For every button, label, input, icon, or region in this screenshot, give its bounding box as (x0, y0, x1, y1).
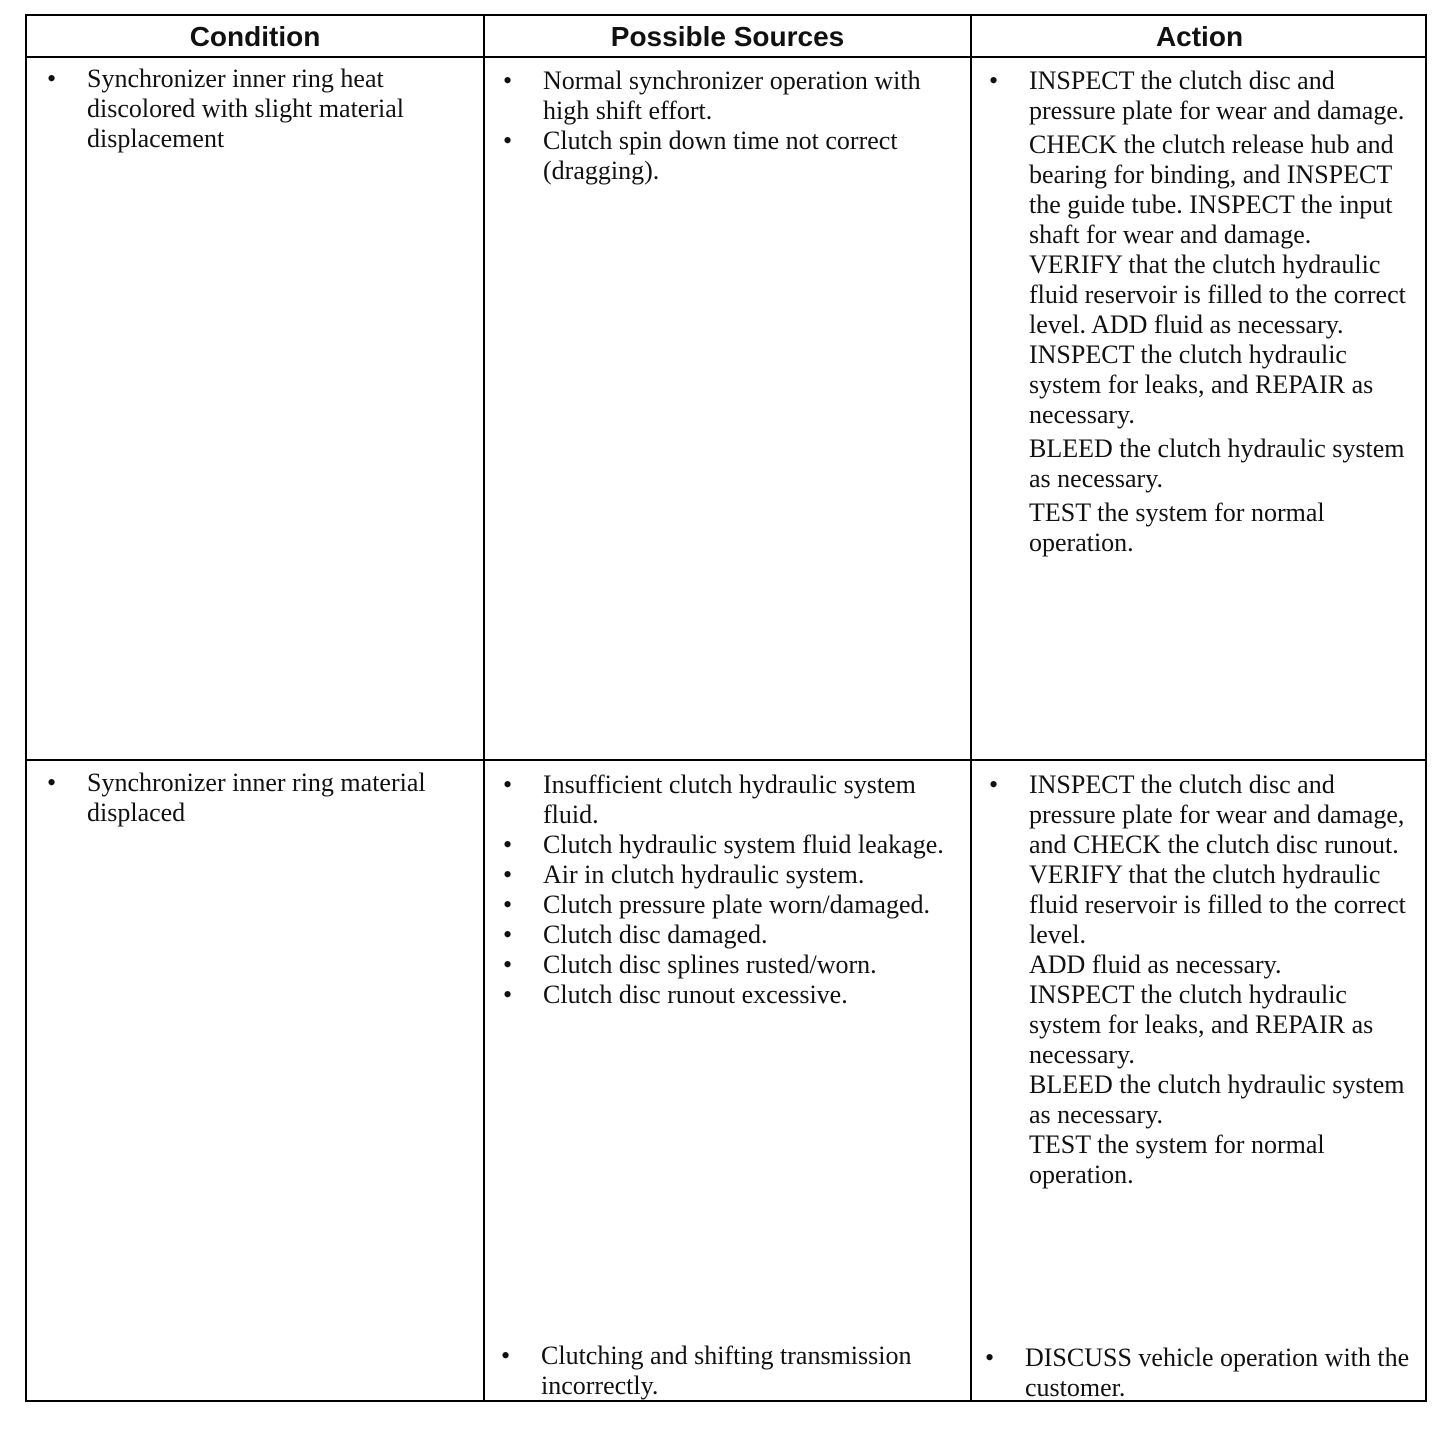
row2-extra-source-cell (489, 1341, 959, 1401)
source-item (491, 890, 961, 920)
row-divider (27, 759, 1427, 761)
bullet: • (47, 768, 57, 797)
row2-sources-cell (491, 770, 961, 1010)
action-step: CHECK the clutch release hub and bearing for binding, and INSPECT the guide tube. INSPECT the input shaft for wear and damage. (1029, 130, 1394, 249)
action-step: DISCUSS vehicle operation with the customer. (1025, 1343, 1410, 1402)
source-text: Clutch disc splines rusted/worn. (543, 950, 877, 979)
source-item (491, 950, 961, 980)
action-step: VERIFY that the clutch hydraulic fluid reservoir is filled to the correct level. ADD fluid as necessary. INSPECT the clutch hydraulic system for leaks, and REPAIR as necessary. (1029, 250, 1406, 429)
source-text: Clutching and shifting transmission incorrectly. (541, 1341, 912, 1400)
troubleshooting-table (25, 14, 1427, 1402)
action-step: BLEED the clutch hydraulic system as necessary. (1029, 434, 1405, 493)
bullet: • (503, 980, 513, 1009)
source-text: Air in clutch hydraulic system. (543, 860, 865, 889)
row1-action-cell (977, 66, 1417, 558)
bullet: • (503, 830, 513, 859)
action-item (973, 1343, 1413, 1403)
source-text: Clutch disc damaged. (543, 920, 768, 949)
bullet: • (985, 1343, 995, 1372)
row2-action-cell (977, 770, 1417, 1190)
column-divider-1 (483, 16, 485, 1402)
source-item (491, 920, 961, 950)
row1-condition-cell (35, 64, 465, 154)
source-item (491, 66, 961, 126)
source-item (491, 860, 961, 890)
action-item (977, 770, 1417, 1190)
header-condition: Condition (189, 21, 321, 52)
bullet: • (47, 64, 57, 93)
action-step: INSPECT the clutch disc and pressure plate for wear and damage. (1029, 66, 1405, 125)
bullet: • (503, 890, 513, 919)
bullet: • (503, 860, 513, 889)
condition-text: Synchronizer inner ring heat discolored with slight material displacement (87, 64, 404, 153)
source-text: Insufficient clutch hydraulic system fluid. (543, 770, 916, 829)
source-text: Clutch disc runout excessive. (543, 980, 848, 1009)
source-item (491, 830, 961, 860)
source-text: Clutch spin down time not correct (dragging). (543, 126, 898, 185)
bullet: • (503, 126, 513, 155)
condition-text: Synchronizer inner ring material displaced (87, 768, 426, 827)
action-step: BLEED the clutch hydraulic system as necessary. (1029, 1070, 1405, 1129)
source-item (491, 980, 961, 1010)
bullet: • (989, 770, 999, 799)
source-text: Clutch hydraulic system fluid leakage. (543, 830, 944, 859)
action-step: INSPECT the clutch disc and pressure plate for wear and damage, and CHECK the clutch disc runout. (1029, 770, 1405, 859)
bullet: • (503, 920, 513, 949)
action-item (977, 66, 1417, 558)
action-step: VERIFY that the clutch hydraulic fluid reservoir is filled to the correct level. (1029, 860, 1406, 949)
row1-condition (35, 64, 465, 154)
source-item (489, 1341, 959, 1401)
bullet: • (503, 950, 513, 979)
row2-condition (35, 768, 465, 828)
source-text: Normal synchronizer operation with high shift effort. (543, 66, 921, 125)
action-step: TEST the system for normal operation. (1029, 498, 1325, 557)
source-item (491, 770, 961, 830)
row2-extra-action-cell (973, 1343, 1413, 1403)
action-step: INSPECT the clutch hydraulic system for leaks, and REPAIR as necessary. (1029, 980, 1374, 1069)
row2-condition-cell (35, 768, 465, 828)
column-divider-2 (970, 16, 972, 1402)
header-possible-sources: Possible Sources (610, 21, 845, 52)
bullet: • (503, 66, 513, 95)
source-item (491, 126, 961, 186)
bullet: • (501, 1341, 511, 1370)
header-action: Action (1155, 21, 1244, 52)
action-step: ADD fluid as necessary. (1029, 950, 1282, 979)
bullet: • (503, 770, 513, 799)
row1-sources-cell (491, 66, 961, 186)
source-text: Clutch pressure plate worn/damaged. (543, 890, 930, 919)
action-step: TEST the system for normal operation. (1029, 1130, 1325, 1189)
bullet: • (989, 66, 999, 95)
